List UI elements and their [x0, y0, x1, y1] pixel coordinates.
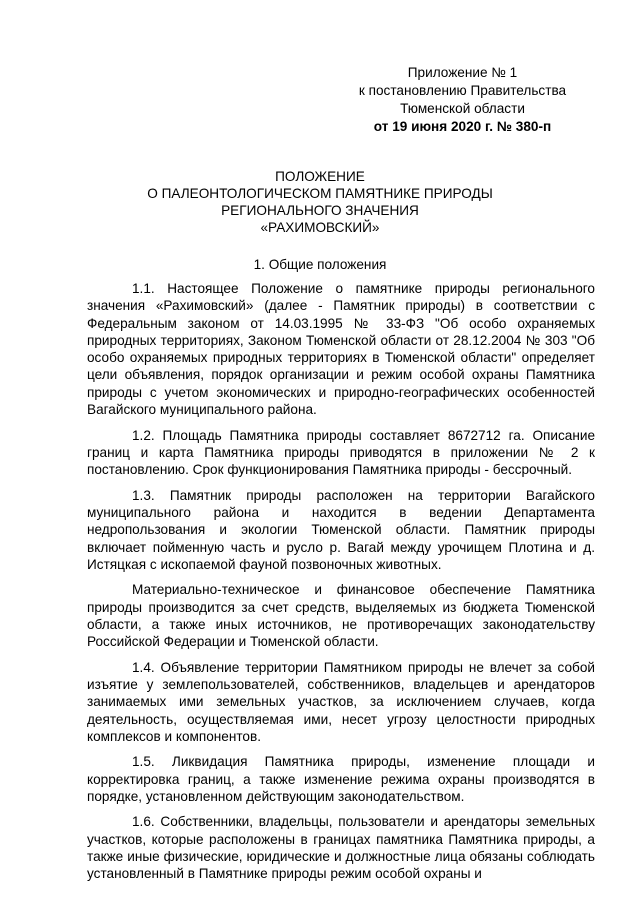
paragraph-1-6: 1.6. Собственники, владельцы, пользователи и арендаторы земельных участков, которые расположены в границах памятника Памятника природы, а также иные физические, юридические и должностные лица обязаны соблюдать установленный в Памятнике природы режим особой охраны и: [87, 814, 595, 882]
paragraph-1-3: 1.3. Памятник природы расположен на территории Вагайского муниципального района и находится в ведении Департамента недропользования и экологии Тюменской области. Памятник природы включает пойменную часть и русло р. Вагай между урочищем Плотина и д. Истяцкая с ископаемой фауной позвоночных животных.: [87, 487, 595, 572]
document-title: [0, 168, 640, 236]
document-body: [87, 280, 595, 891]
section-heading: 1. Общие положения: [253, 257, 387, 272]
title-line-3: РЕГИОНАЛЬНОГО ЗНАЧЕНИЯ: [221, 203, 419, 218]
paragraph-1-2: 1.2. Площадь Памятника природы составляет 8672712 га. Описание границ и карта Памятника природы приводятся в приложении № 2 к постановлению. Срок функционирования Памятника природы - бессрочный.: [87, 427, 595, 478]
title-line-2: О ПАЛЕОНТОЛОГИЧЕСКОМ ПАМЯТНИКЕ ПРИРОДЫ: [147, 186, 493, 201]
appendix-header: [330, 64, 595, 136]
title-line-1: ПОЛОЖЕНИЕ: [275, 169, 365, 184]
appendix-number: Приложение № 1: [407, 65, 518, 80]
title-line-4: «РАХИМОВСКИЙ»: [260, 220, 380, 235]
paragraph-funding: Материально-техническое и финансовое обеспечение Памятника природы производится за счет средств, выделяемых из бюджета Тюменской области, а также иных источников, не противоречащих законодательству Российской Федерации и Тюменской области.: [87, 582, 595, 650]
appendix-date: от 19 июня 2020 г. № 380-п: [373, 119, 552, 134]
paragraph-1-1: 1.1. Настоящее Положение о памятнике природы регионального значения «Рахимовский» (далее - Памятник природы) в соответствии с Федеральным законом от 14.03.1995 № 33-ФЗ "Об особо охраняемых природных территориях, Законом Тюменской области от 28.12.2004 № 303 "Об особо охраняемых природных территориях в Тюменской области" определяет цели объявления, порядок организации и режим особой охраны Памятника природы с учетом экономических и природно-географических особенностей Вагайского муниципального района.: [87, 281, 595, 418]
appendix-region: Тюменской области: [400, 101, 525, 116]
paragraph-1-5: 1.5. Ликвидация Памятника природы, изменение площади и корректировка границ, а также изменение режима охраны производятся в порядке, установленном действующим законодательством.: [87, 754, 595, 804]
appendix-reference: к постановлению Правительства: [358, 83, 567, 98]
paragraph-1-4: 1.4. Объявление территории Памятником природы не влечет за собой изъятие у землепользователей, собственников, владельцев и арендаторов занимаемых ими земельных участков, за исключением случаев, когда деятельность, осуществляемая ими, несет угрозу целостности природных комплексов и компонентов.: [87, 659, 595, 744]
